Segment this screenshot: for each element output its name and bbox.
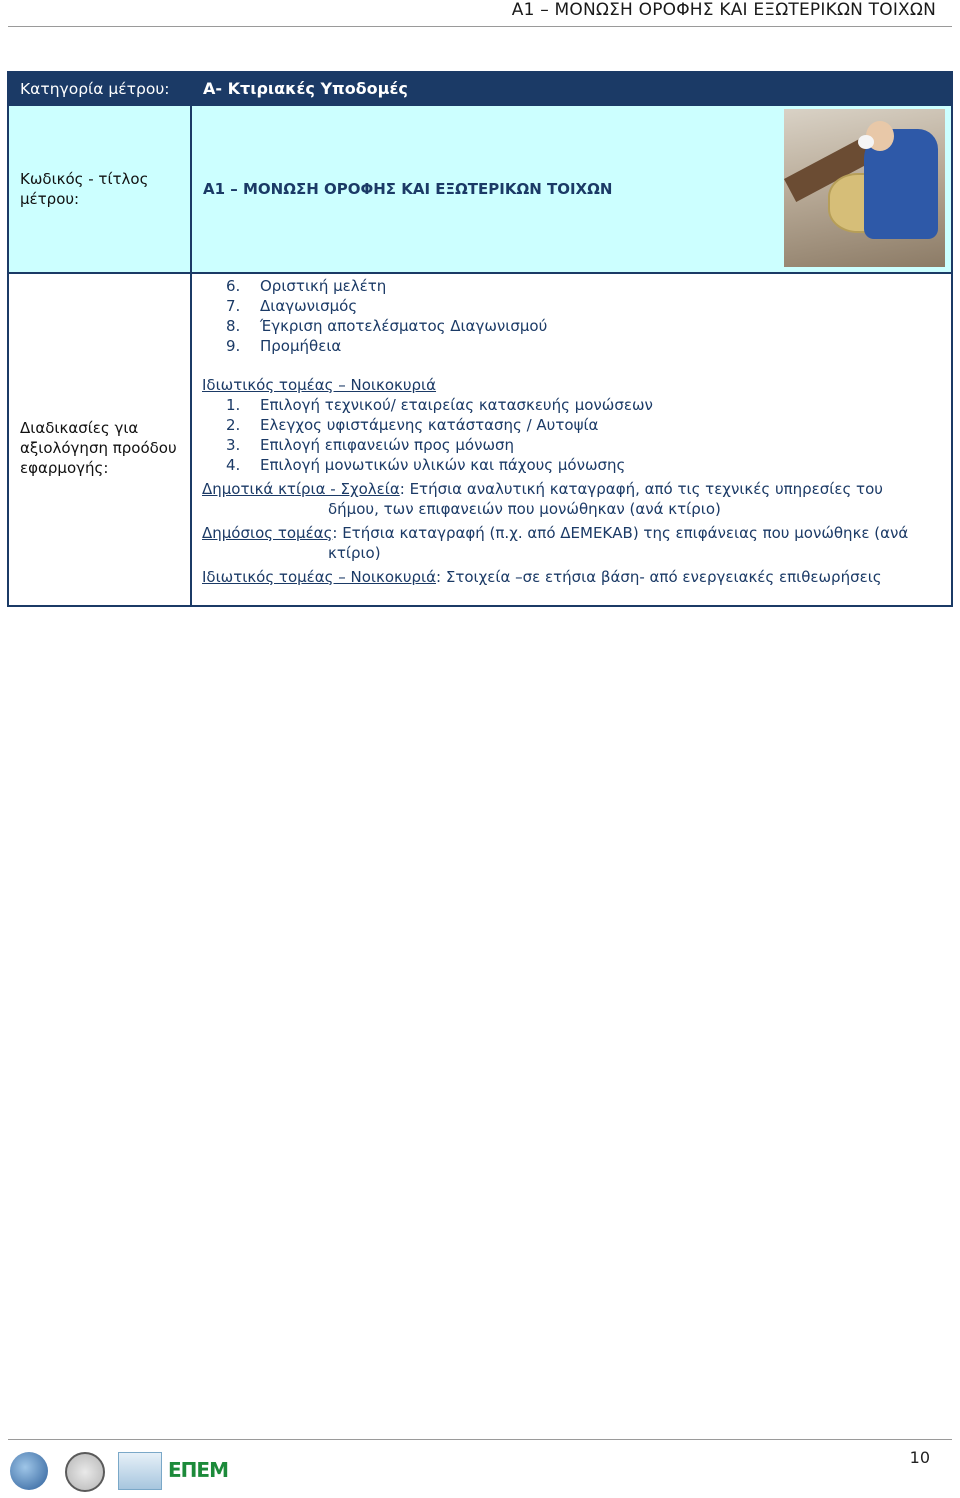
procedures-row [8, 273, 952, 606]
list-item: 1. Επιλογή τεχνικού/ εταιρείας κατασκευής μονώσεων [226, 396, 653, 414]
evaluation-term: Ιδιωτικός τομέας – Νοικοκυριά [202, 568, 437, 586]
page-number: 10 [909, 1448, 930, 1467]
category-row [8, 72, 952, 105]
epem-logo: ΕΠΕΜ [168, 1458, 228, 1482]
municipality-logo [10, 1452, 48, 1490]
evaluation-term: Δημοτικά κτίρια - Σχολεία [202, 480, 400, 498]
list-item: 9. Προμήθεια [226, 337, 342, 355]
private-sector-heading: Ιδιωτικός τομέας – Νοικοκυριά [202, 376, 437, 394]
category-label: Κατηγορία μέτρου: [8, 72, 191, 105]
code-title-cell [191, 105, 952, 273]
list-item: 4. Επιλογή μονωτικών υλικών και πάχους μόνωσης [226, 456, 626, 474]
public-steps-list [202, 276, 951, 356]
list-item: 2. Ελεγχος υφιστάμενης κατάστασης / Αυτοψία [226, 416, 599, 434]
list-item: 8. Έγκριση αποτελέσματος Διαγωνισμού [226, 317, 548, 335]
code-title-label: Κωδικός - τίτλος μέτρου: [8, 105, 191, 273]
code-title-value: A1 – ΜΟΝΩΣΗ ΟΡΟΦΗΣ ΚΑΙ ΕΞΩΤΕΡΙΚΩΝ ΤΟΙΧΩΝ [203, 180, 613, 198]
procedures-content [191, 273, 952, 606]
footer-logos [10, 1452, 240, 1492]
list-item: 3. Επιλογή επιφανειών προς μόνωση [226, 436, 515, 454]
evaluation-entry: Ιδιωτικός τομέας – Νοικοκυριά: Στοιχεία –σε ετήσια βάση- από ενεργειακές επιθεωρήσεις [202, 568, 882, 586]
running-header: A1 – ΜΟΝΩΣΗ ΟΡΟΦΗΣ ΚΑΙ ΕΞΩΤΕΡΙΚΩΝ ΤΟΙΧΩΝ [511, 0, 936, 20]
measure-table [7, 71, 953, 607]
evaluation-term: Δημόσιος τομέας [202, 524, 333, 542]
list-item: 7. Διαγωνισμός [226, 297, 358, 315]
footer-divider [8, 1439, 952, 1440]
list-item: 6. Οριστική μελέτη [226, 277, 387, 295]
category-value: Α- Κτιριακές Υποδομές [191, 72, 952, 105]
evaluation-entry: Δημόσιος τομέας: Ετήσια καταγραφή (π.χ. από ΔΕΜΕΚΑΒ) της επιφάνειας που μονώθηκε (ανά κτίριο) [202, 524, 909, 562]
procedures-label: Διαδικασίες για αξιολόγηση προόδου εφαρμογής: [8, 273, 191, 606]
private-steps-list [202, 395, 951, 475]
evaluation-entry: Δημοτικά κτίρια - Σχολεία: Ετήσια αναλυτική καταγραφή, από τις τεχνικές υπηρεσίες του δήμου, των επιφανειών που μονώθηκαν (ανά κτίριο) [202, 480, 883, 518]
header-divider [8, 26, 952, 27]
agency-seal-logo [65, 1452, 105, 1492]
insulation-worker-photo [784, 109, 945, 267]
code-title-row [8, 105, 952, 273]
demekav-logo [118, 1452, 162, 1490]
